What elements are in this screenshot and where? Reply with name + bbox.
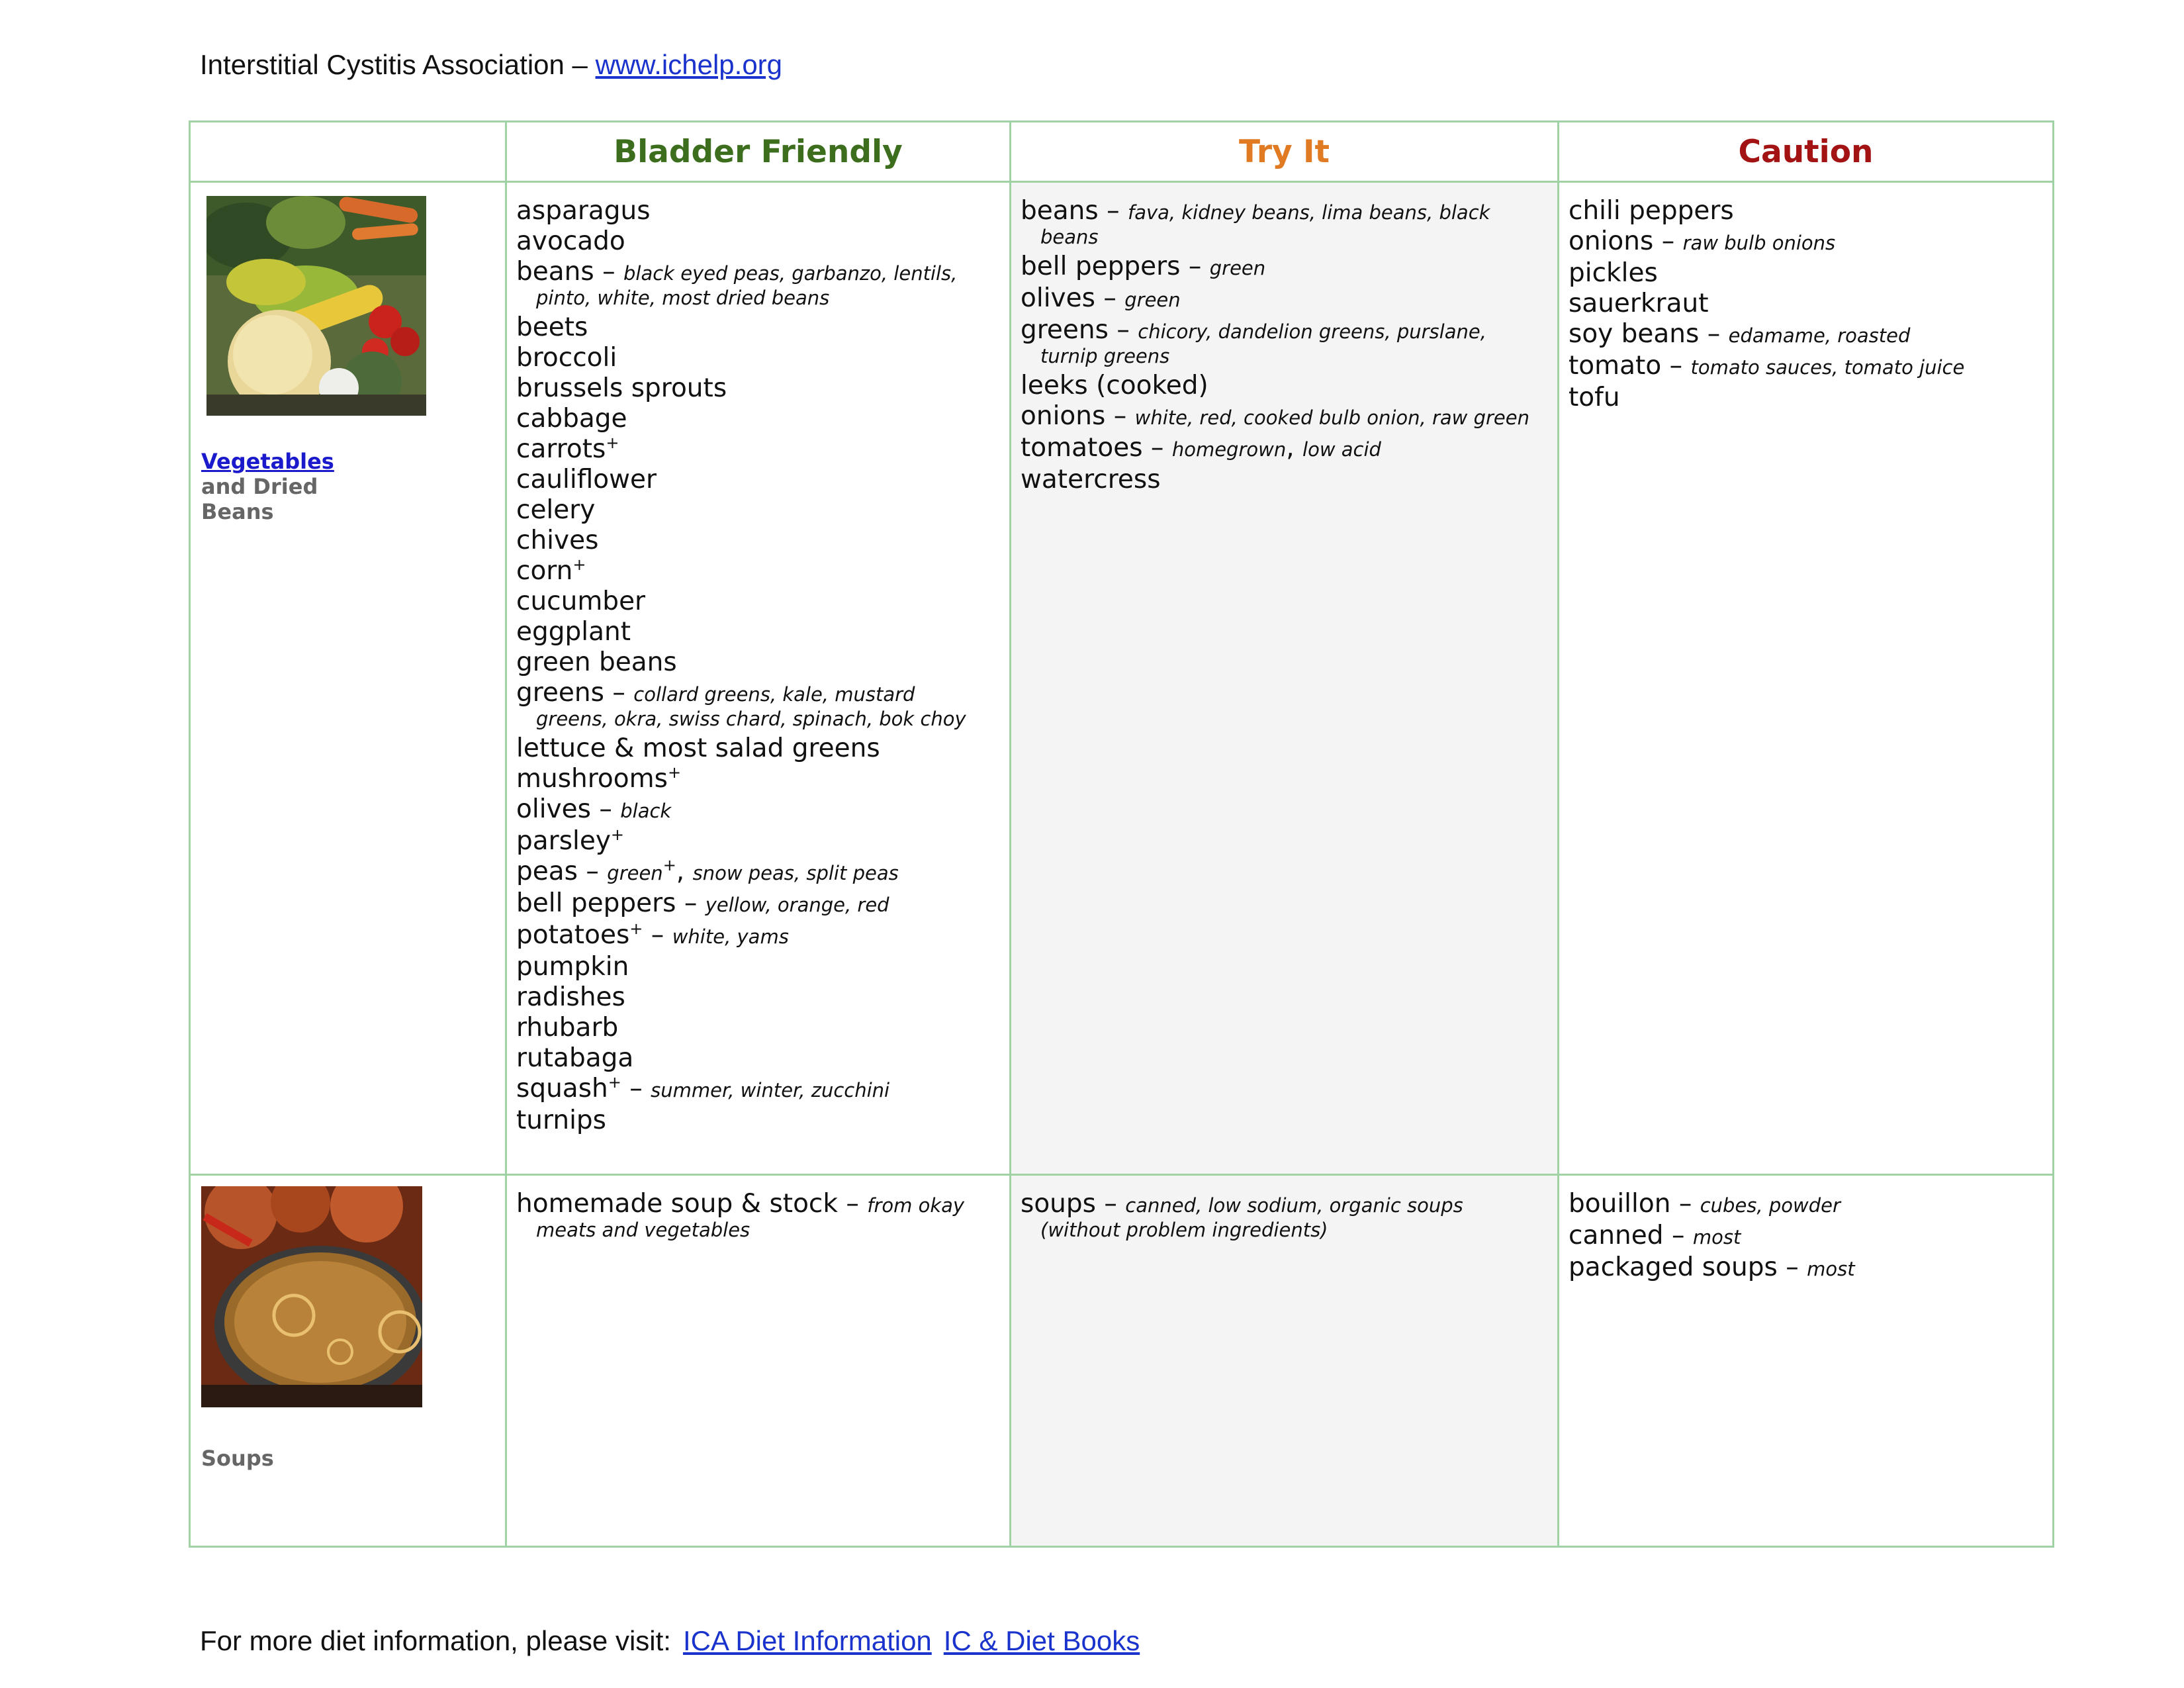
- list-item: bell peppers – yellow, orange, red: [516, 888, 889, 918]
- item-name: avocado: [516, 226, 625, 256]
- list-item: olives – green: [1021, 283, 1181, 313]
- item-note: from okay: [867, 1194, 965, 1217]
- item-note: collard greens, kale, mustard: [633, 683, 915, 706]
- item-note: homegrown: [1171, 438, 1287, 461]
- list-item: [1569, 196, 2046, 226]
- item-name: cabbage: [516, 404, 627, 434]
- list-item: [1021, 371, 1551, 401]
- item-note: most: [1807, 1258, 1855, 1280]
- item-name: chili peppers: [1569, 196, 1734, 226]
- list-item: [1569, 289, 2046, 319]
- item-note: most: [1692, 1226, 1741, 1248]
- item-name: bouillon: [1569, 1189, 1671, 1219]
- vegetables-category-cell: [190, 182, 506, 1175]
- item-note: white, yams: [672, 925, 789, 948]
- vegetables-label: [201, 449, 334, 524]
- soups-try-list: [1011, 1176, 1557, 1242]
- item-note: raw bulb onions: [1682, 232, 1836, 254]
- list-item: [1569, 383, 2046, 413]
- list-item: [516, 1105, 1003, 1136]
- item-note: yellow, orange, red: [705, 894, 889, 916]
- item-name: leeks (cooked): [1021, 371, 1208, 400]
- item-name: asparagus: [516, 196, 651, 226]
- item-name: parsley: [516, 826, 611, 856]
- vegetables-row: [190, 182, 2054, 1175]
- list-item: [1021, 465, 1551, 495]
- list-item: [516, 1043, 1003, 1074]
- vegetables-photo: [206, 196, 426, 416]
- item-name: chives: [516, 526, 599, 555]
- item-name: sauerkraut: [1569, 289, 1709, 318]
- item-note-continued: (without problem ingredients): [1040, 1219, 1328, 1241]
- list-item: [516, 556, 1003, 586]
- item-name: turnips: [516, 1105, 606, 1135]
- list-item: [516, 647, 1003, 678]
- list-item: tomato – tomato sauces, tomato juice: [1569, 351, 1965, 381]
- item-name: beets: [516, 312, 588, 342]
- soups-label: Soups: [201, 1446, 274, 1471]
- item-name: olives: [1021, 283, 1095, 313]
- item-name: bell peppers: [516, 888, 676, 918]
- list-item: squash+ – summer, winter, zucchini: [516, 1073, 890, 1103]
- item-name: beans: [516, 257, 594, 287]
- list-item: [516, 495, 1003, 526]
- item-name: cauliflower: [516, 465, 657, 494]
- vegetables-label-line2: and Dried: [201, 474, 318, 499]
- item-name: greens: [516, 678, 604, 708]
- list-item: [516, 920, 1003, 952]
- item-note: green: [1124, 289, 1181, 311]
- plus-marker: +: [667, 763, 682, 782]
- plus-marker: +: [662, 856, 676, 874]
- list-item: [516, 526, 1003, 556]
- ic-diet-books-link[interactable]: IC & Diet Books: [943, 1625, 1140, 1656]
- item-note: edamame, roasted: [1728, 324, 1911, 347]
- vegetables-caution-cell: [1559, 182, 2054, 1175]
- category-header: [190, 122, 506, 182]
- item-name: green beans: [516, 647, 677, 677]
- item-name: pumpkin: [516, 952, 629, 982]
- bladder-friendly-header: Bladder Friendly: [506, 122, 1011, 182]
- item-name: squash: [516, 1074, 608, 1103]
- list-item: [516, 465, 1003, 495]
- item-name: tomato: [1569, 351, 1662, 381]
- item-name: radishes: [516, 982, 625, 1012]
- soups-try-cell: [1011, 1175, 1559, 1547]
- list-item: beans – fava, kidney beans, lima beans, black beans: [1021, 196, 1551, 249]
- list-item: olives – black: [516, 794, 672, 824]
- item-note-continued: meats and vegetables: [536, 1219, 751, 1241]
- vegetables-friendly-cell: [506, 182, 1011, 1175]
- list-item: peas – green+, snow peas, split peas: [516, 856, 899, 886]
- list-item: [1569, 258, 2046, 289]
- soups-caution-cell: [1559, 1175, 2054, 1547]
- item-name: onions: [1569, 226, 1654, 256]
- item-name: potatoes: [516, 920, 630, 950]
- item-note-extra: snow peas, split peas: [692, 862, 899, 884]
- list-item: [516, 196, 1003, 226]
- diet-table: [189, 120, 2054, 1548]
- item-note: cubes, powder: [1700, 1194, 1841, 1217]
- list-item: [516, 733, 1003, 764]
- list-item: [516, 952, 1003, 982]
- ichelp-link[interactable]: www.ichelp.org: [595, 49, 783, 80]
- list-item: greens – chicory, dandelion greens, purslane, turnip greens: [1021, 315, 1551, 368]
- soups-category-cell: [190, 1175, 506, 1547]
- item-name: olives: [516, 794, 591, 824]
- list-item: [516, 764, 1003, 794]
- list-item: [516, 826, 1003, 857]
- list-item: homemade soup & stock – from okay meats and vegetables: [516, 1189, 1003, 1242]
- list-item: packaged soups – most: [1569, 1252, 1855, 1282]
- item-note: tomato sauces, tomato juice: [1690, 356, 1965, 379]
- list-item: beans – black eyed peas, garbanzo, lentils, pinto, white, most dried beans: [516, 257, 1003, 310]
- item-name: rutabaga: [516, 1043, 634, 1073]
- soups-caution-list: [1559, 1176, 2052, 1284]
- comma: ,: [1286, 433, 1295, 463]
- item-note: white, red, cooked bulb onion, raw green: [1134, 406, 1529, 429]
- soups-row: [190, 1175, 2054, 1547]
- soups-friendly-list: [507, 1176, 1009, 1242]
- list-item: greens – collard greens, kale, mustard greens, okra, swiss chard, spinach, bok choy: [516, 678, 1003, 731]
- vegetables-try-cell: [1011, 182, 1559, 1175]
- item-note: summer, winter, zucchini: [651, 1079, 890, 1102]
- item-note: chicory, dandelion greens, purslane,: [1138, 320, 1486, 343]
- item-note: green: [607, 862, 663, 884]
- list-item: [516, 434, 1003, 465]
- item-name: soy beans: [1569, 319, 1700, 349]
- org-name: Interstitial Cystitis Association –: [200, 49, 596, 80]
- item-name: broccoli: [516, 343, 617, 373]
- item-name: watercress: [1021, 465, 1161, 494]
- item-name: greens: [1021, 315, 1109, 345]
- item-note: black: [620, 800, 672, 822]
- soups-photo: [201, 1186, 422, 1407]
- plus-marker: +: [572, 555, 586, 574]
- item-name: carrots: [516, 434, 606, 464]
- item-name: corn: [516, 556, 573, 586]
- item-name: homemade soup & stock: [516, 1189, 838, 1219]
- page-header: [200, 49, 782, 81]
- list-item: [516, 226, 1003, 257]
- list-item: soy beans – edamame, roasted: [1569, 319, 1911, 349]
- item-name: rhubarb: [516, 1013, 619, 1043]
- comma: ,: [676, 857, 685, 886]
- list-item: [516, 343, 1003, 373]
- list-item: [516, 586, 1003, 617]
- list-item: bell peppers – green: [1021, 252, 1266, 281]
- item-name: pickles: [1569, 258, 1658, 288]
- item-name: onions: [1021, 401, 1106, 431]
- page-footer: [200, 1625, 1140, 1657]
- vegetables-try-list: [1011, 183, 1557, 495]
- item-note: green: [1209, 257, 1266, 279]
- list-item: [516, 373, 1003, 404]
- list-item: [516, 1013, 1003, 1043]
- item-note-continued: turnip greens: [1040, 345, 1170, 367]
- item-note-continued: pinto, white, most dried beans: [536, 287, 830, 309]
- vegetables-caution-list: [1559, 183, 2052, 413]
- item-name: bell peppers: [1021, 252, 1181, 281]
- list-item: onions – raw bulb onions: [1569, 226, 1836, 256]
- plus-marker: +: [610, 825, 625, 844]
- footer-text: For more diet information, please visit:: [200, 1625, 671, 1656]
- list-item: bouillon – cubes, powder: [1569, 1189, 1841, 1219]
- plus-marker: +: [629, 919, 643, 938]
- list-item: tomatoes – homegrown, low acid: [1021, 433, 1381, 463]
- item-name: packaged soups: [1569, 1252, 1778, 1282]
- item-note: black eyed peas, garbanzo, lentils,: [623, 262, 958, 285]
- list-item: soups – canned, low sodium, organic soups (without problem ingredients): [1021, 1189, 1551, 1242]
- plus-marker: +: [608, 1073, 621, 1092]
- item-name: beans: [1021, 196, 1099, 226]
- plus-marker: +: [606, 434, 619, 452]
- item-note-extra: low acid: [1302, 438, 1381, 461]
- item-name: mushrooms: [516, 764, 668, 794]
- dash: –: [651, 920, 664, 950]
- item-name: tomatoes: [1021, 433, 1143, 463]
- vegetables-friendly-list: [507, 183, 1009, 1136]
- item-name: peas: [516, 857, 578, 886]
- list-item: canned – most: [1569, 1221, 1741, 1250]
- item-name: cucumber: [516, 586, 646, 616]
- try-it-header: Try It: [1011, 122, 1559, 182]
- header-row: [190, 122, 2054, 182]
- item-note-continued: beans: [1040, 226, 1099, 248]
- vegetables-label-line3: Beans: [201, 499, 274, 524]
- list-item: [516, 312, 1003, 343]
- list-item: [516, 617, 1003, 647]
- vegetables-link[interactable]: Vegetables: [201, 449, 334, 474]
- list-item: [516, 982, 1003, 1013]
- item-name: canned: [1569, 1221, 1664, 1250]
- list-item: onions – white, red, cooked bulb onion, raw green: [1021, 401, 1529, 431]
- item-name: celery: [516, 495, 596, 525]
- caution-header: Caution: [1559, 122, 2054, 182]
- item-note-continued: greens, okra, swiss chard, spinach, bok choy: [536, 708, 966, 730]
- ica-diet-information-link[interactable]: ICA Diet Information: [682, 1625, 932, 1656]
- item-name: tofu: [1569, 383, 1620, 412]
- item-name: eggplant: [516, 617, 631, 647]
- item-name: lettuce & most salad greens: [516, 733, 880, 763]
- soups-friendly-cell: [506, 1175, 1011, 1547]
- list-item: [516, 404, 1003, 434]
- item-note: fava, kidney beans, lima beans, black: [1128, 201, 1490, 224]
- item-note: canned, low sodium, organic soups: [1125, 1194, 1463, 1217]
- item-name: brussels sprouts: [516, 373, 727, 403]
- item-name: soups: [1021, 1189, 1096, 1219]
